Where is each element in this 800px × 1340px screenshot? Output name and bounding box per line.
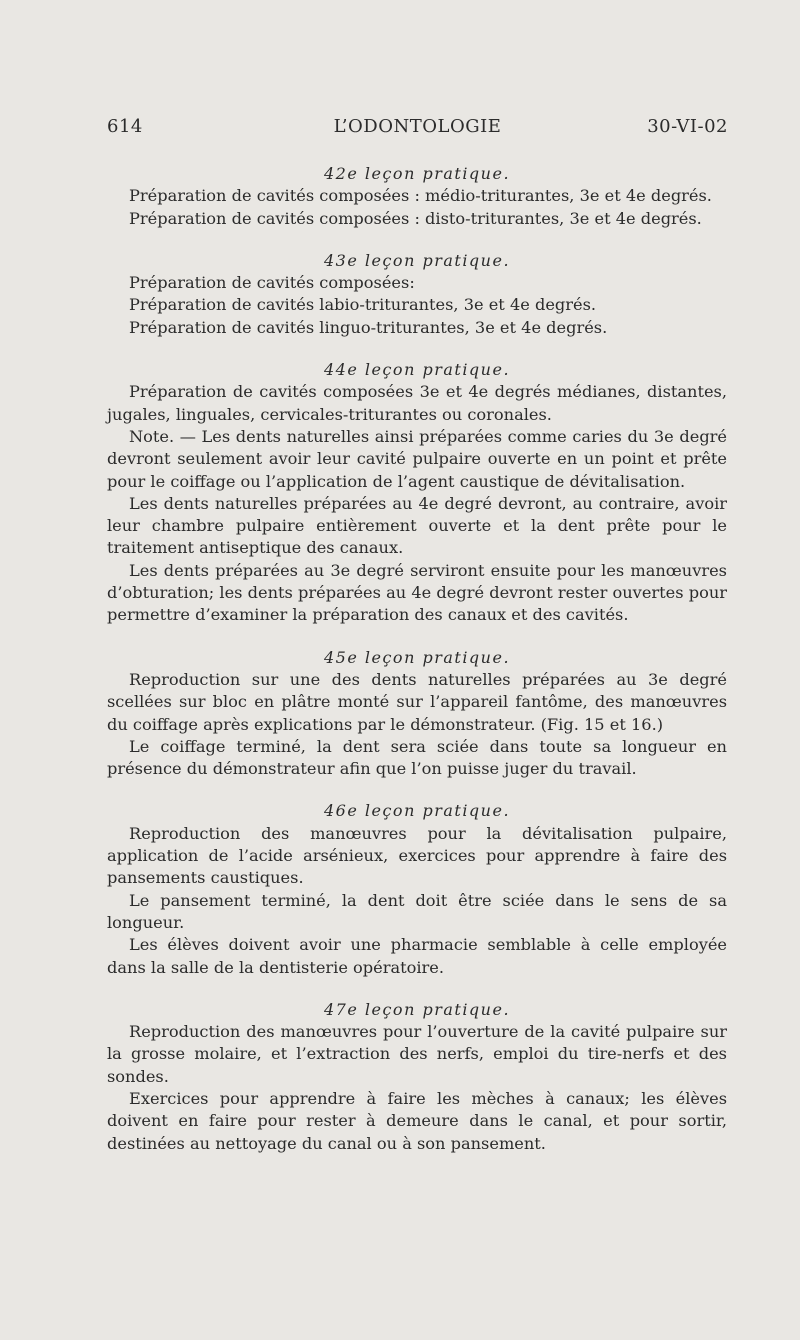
- lesson-44: [107, 359, 727, 627]
- page-number: 614: [107, 116, 143, 137]
- paragraph: Le coiffage terminé, la dent sera sciée dans toute sa longueur en présence du démonstrateur afin que l’on puisse juger du travail.: [107, 736, 727, 779]
- paragraph: Note. — Les dents naturelles ainsi préparées comme caries du 3e degré devront seulement avoir leur cavité pulpaire ouverte en un point et prête pour le coiffage ou l’application de l’agent caustique de dévitalisation.: [107, 426, 727, 491]
- lesson-heading: 43e leçon pratique.: [323, 250, 511, 270]
- lesson-heading: 46e leçon pratique.: [323, 801, 511, 821]
- paragraph: Reproduction sur une des dents naturelles préparées au 3e degré scellées sur bloc en plâtre monté sur l’appareil fantôme, des manœuvres du coiffage après explications par le démonstrateur. (Fig. 15 et 16.): [107, 669, 727, 734]
- paragraph: Les dents préparées au 3e degré serviront ensuite pour les manœuvres d’obturation; les dents préparées au 4e degré devront rester ouvertes pour permettre d’examiner la préparation des canaux et des cavités.: [107, 560, 727, 625]
- issue-date: 30-VI-02: [647, 116, 728, 137]
- paragraph: Reproduction des manœuvres pour l’ouverture de la cavité pulpaire sur la grosse molaire, et l’extraction des nerfs, emploi du tire-nerfs et des sondes.: [107, 1022, 727, 1086]
- journal-title: L’ODONTOLOGIE: [333, 116, 502, 137]
- paragraph: Exercices pour apprendre à faire les mèches à canaux; les élèves doivent en faire pour rester à demeure dans le canal, et pour sortir, destinées au nettoyage du canal ou à son pansement.: [107, 1088, 727, 1153]
- lesson-heading: 47e leçon pratique.: [323, 999, 511, 1019]
- running-header: [107, 116, 728, 142]
- paragraph: Préparation de cavités composées : médio-triturantes, 3e et 4e degrés.: [129, 186, 712, 206]
- lesson-heading: 45e leçon pratique.: [323, 647, 511, 667]
- paragraph: Préparation de cavités composées : disto-triturantes, 3e et 4e degrés.: [129, 208, 702, 228]
- paragraph: Préparation de cavités labio-triturantes, 3e et 4e degrés.: [129, 295, 597, 315]
- paragraph: Reproduction des manœuvres pour la dévitalisation pulpaire, application de l’acide arsénieux, exercices pour apprendre à faire des pansements caustiques.: [107, 823, 727, 888]
- paragraph: Préparation de cavités linguo-triturantes, 3e et 4e degrés.: [129, 317, 608, 337]
- lesson-45: [107, 647, 727, 781]
- page-body: [107, 163, 727, 1175]
- paragraph: Le pansement terminé, la dent doit être sciée dans le sens de sa longueur.: [107, 890, 727, 932]
- lesson-heading: 42e leçon pratique.: [323, 164, 511, 183]
- lesson-47: [107, 999, 727, 1155]
- lesson-heading: 44e leçon pratique.: [323, 360, 511, 380]
- paragraph: Les dents naturelles préparées au 4e degré devront, au contraire, avoir leur chambre pulpaire entièrement ouverte et la dent prête pour le traitement antiseptique des canaux.: [107, 493, 727, 558]
- paragraph: Les élèves doivent avoir une pharmacie semblable à celle employée dans la salle de la dentisterie opératoire.: [107, 935, 727, 977]
- lesson-46: [107, 800, 727, 978]
- lesson-43: [107, 250, 727, 339]
- paragraph: Préparation de cavités composées 3e et 4e degrés médianes, distantes, jugales, linguales, cervicales-triturantes ou coronales.: [107, 382, 727, 424]
- paragraph: Préparation de cavités composées:: [129, 273, 415, 293]
- lesson-42: [107, 163, 727, 230]
